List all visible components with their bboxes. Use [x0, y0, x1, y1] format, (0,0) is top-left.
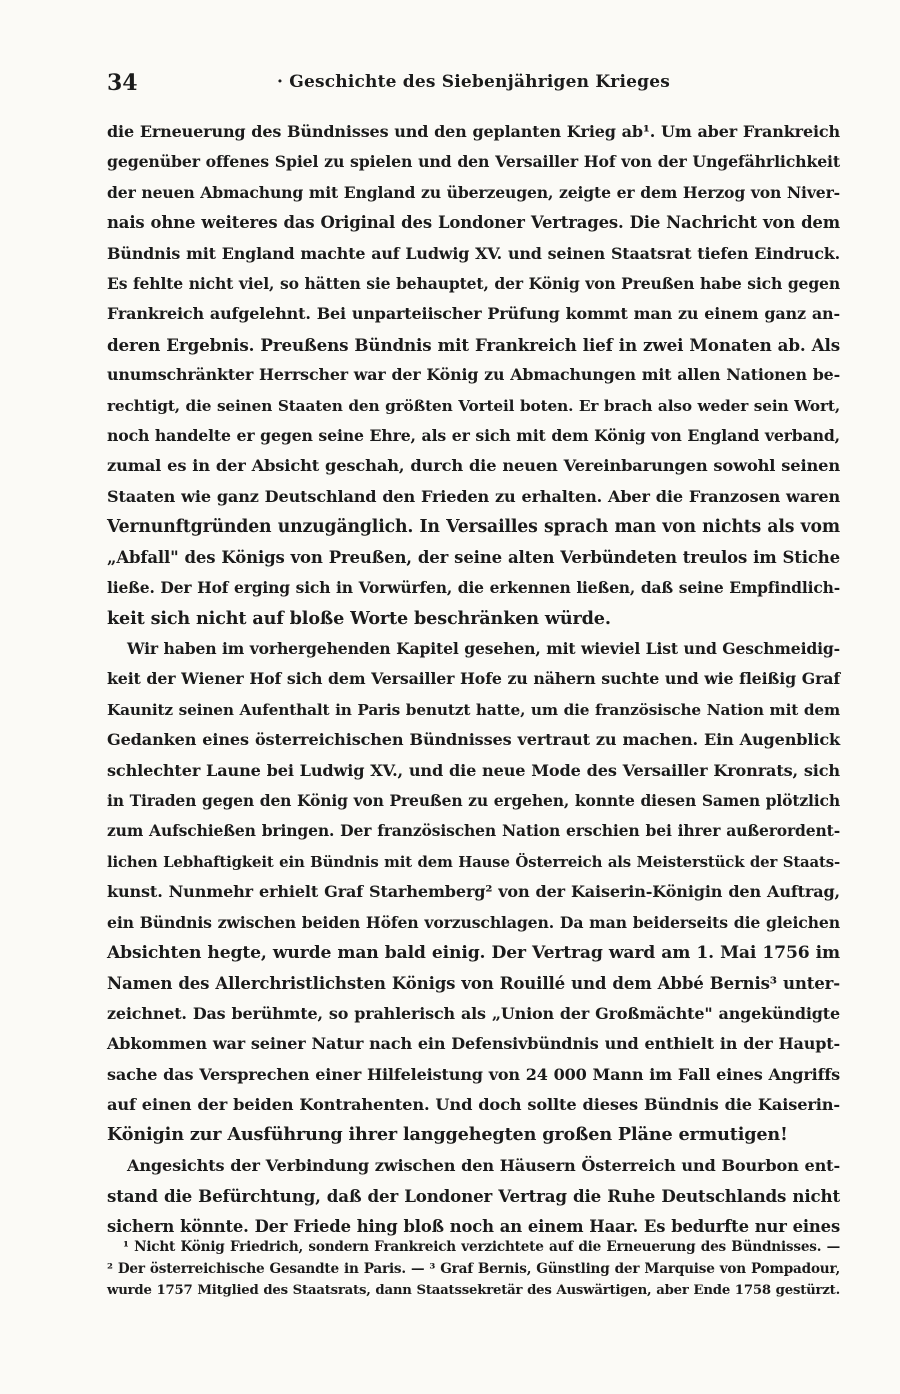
body-text [107, 117, 840, 1242]
text-line: schlechter Laune bei Ludwig XV., und die neue Mode des Versailler Kronrats, sich [107, 760, 840, 780]
text-line: Es fehlte nicht viel, so hätten sie behauptet, der König von Preußen habe sich gegen [107, 274, 840, 294]
text-line: keit der Wiener Hof sich dem Versailler Hofe zu nähern suchte und wie fleißig Graf [107, 669, 840, 689]
text-line: stand die Befürchtung, daß der Londoner Vertrag die Ruhe Deutschlands nicht [107, 1186, 840, 1207]
text-line: Namen des Allerchristlichsten Königs von Rouillé und dem Abbé Bernis³ unter- [107, 973, 840, 994]
running-title: · Geschichte des Siebenjährigen Krieges [276, 72, 670, 92]
text-line: zeichnet. Das berühmte, so prahlerisch als „Union der Großmächte" angekündigte [107, 1003, 840, 1023]
page-header [107, 64, 840, 104]
text-line: Abkommen war seiner Natur nach ein Defensivbündnis und enthielt in der Haupt- [107, 1034, 840, 1054]
page-number: 34 [107, 70, 138, 96]
text-line: nais ohne weiteres das Original des Londoner Vertrages. Die Nachricht von dem [107, 213, 840, 233]
text-line: zumal es in der Absicht geschah, durch die neuen Vereinbarungen sowohl seinen [107, 456, 840, 476]
text-line: in Tiraden gegen den König von Preußen zu ergehen, konnte diesen Samen plötzlich [107, 790, 840, 810]
footnote-line: wurde 1757 Mitglied des Staatsrats, dann Staatssekretär des Auswärtigen, aber Ende 1758 gestürzt. [107, 1283, 840, 1298]
text-line: lichen Lebhaftigkeit ein Bündnis mit dem Hause Österreich als Meisterstück der Staats- [107, 852, 840, 871]
text-line: ließe. Der Hof erging sich in Vorwürfen, die erkennen ließen, daß seine Empfindlich- [107, 578, 840, 598]
footnotes [107, 1236, 840, 1302]
paragraph-3 [107, 1151, 840, 1242]
text-line: Gedanken eines österreichischen Bündnisses vertraut zu machen. Ein Augenblick [107, 730, 840, 750]
text-line: ein Bündnis zwischen beiden Höfen vorzuschlagen. Da man beiderseits die gleichen [107, 912, 840, 932]
text-line: Königin zur Ausführung ihrer langgehegten großen Pläne ermutigen! [107, 1124, 788, 1146]
text-line: Bündnis mit England machte auf Ludwig XV. und seinen Staatsrat tiefen Eindruck. [107, 243, 840, 263]
footnote-line: ² Der österreichische Gesandte in Paris. — ³ Graf Bernis, Günstling der Marquise von Pompadour, [107, 1261, 840, 1277]
text-line: die Erneuerung des Bündnisses und den geplanten Krieg ab¹. Um aber Frankreich [107, 122, 840, 141]
text-line: sache das Versprechen einer Hilfeleistung von 24 000 Mann im Fall eines Angriffs [107, 1064, 840, 1084]
text-line: zum Aufschießen bringen. Der französischen Nation erschien bei ihrer außerordent- [107, 821, 840, 841]
text-line: kunst. Nunmehr erhielt Graf Starhemberg² von der Kaiserin-Königin den Auftrag, [107, 882, 840, 902]
text-line: noch handelte er gegen seine Ehre, als er sich mit dem König von England verband, [107, 426, 840, 446]
text-line: Wir haben im vorhergehenden Kapitel gesehen, mit wieviel List und Geschmeidig- [127, 638, 840, 658]
text-line: Frankreich aufgelehnt. Bei unparteiischer Prüfung kommt man zu einem ganz an- [107, 304, 840, 324]
text-line: Vernunftgründen unzugänglich. In Versailles sprach man von nichts als vom [107, 517, 840, 538]
text-line: Angesichts der Verbindung zwischen den Häusern Österreich und Bourbon ent- [127, 1155, 840, 1175]
text-line: „Abfall" des Königs von Preußen, der seine alten Verbündeten treulos im Stiche [107, 547, 840, 567]
text-line: deren Ergebnis. Preußens Bündnis mit Frankreich lief in zwei Monaten ab. Als [107, 334, 840, 355]
text-line: keit sich nicht auf bloße Worte beschränken würde. [107, 607, 611, 629]
text-line: Kaunitz seinen Aufenthalt in Paris benutzt hatte, um die französische Nation mit dem [107, 700, 840, 719]
text-line: auf einen der beiden Kontrahenten. Und doch sollte dieses Bündnis die Kaiserin- [107, 1095, 840, 1114]
text-line: sichern könnte. Der Friede hing bloß noch an einem Haar. Es bedurfte nur eines [107, 1216, 840, 1236]
text-line: gegenüber offenes Spiel zu spielen und den Versailler Hof von der Ungefährlichkeit [107, 152, 840, 172]
text-line: rechtigt, die seinen Staaten den größten Vorteil boten. Er brach also weder sein Wort, [107, 396, 840, 415]
text-line: Absichten hegte, wurde man bald einig. Der Vertrag ward am 1. Mai 1756 im [107, 942, 840, 963]
text-line: Staaten wie ganz Deutschland den Frieden zu erhalten. Aber die Franzosen waren [107, 486, 840, 506]
footnote-line: ¹ Nicht König Friedrich, sondern Frankreich verzichtete auf die Erneuerung des Bündnisses. — [123, 1239, 840, 1255]
paragraph-1 [107, 117, 840, 634]
text-line: der neuen Abmachung mit England zu überzeugen, zeigte er dem Herzog von Niver- [107, 182, 840, 202]
paragraph-2 [107, 634, 840, 1151]
text-line: unumschränkter Herrscher war der König zu Abmachungen mit allen Nationen be- [107, 365, 840, 385]
